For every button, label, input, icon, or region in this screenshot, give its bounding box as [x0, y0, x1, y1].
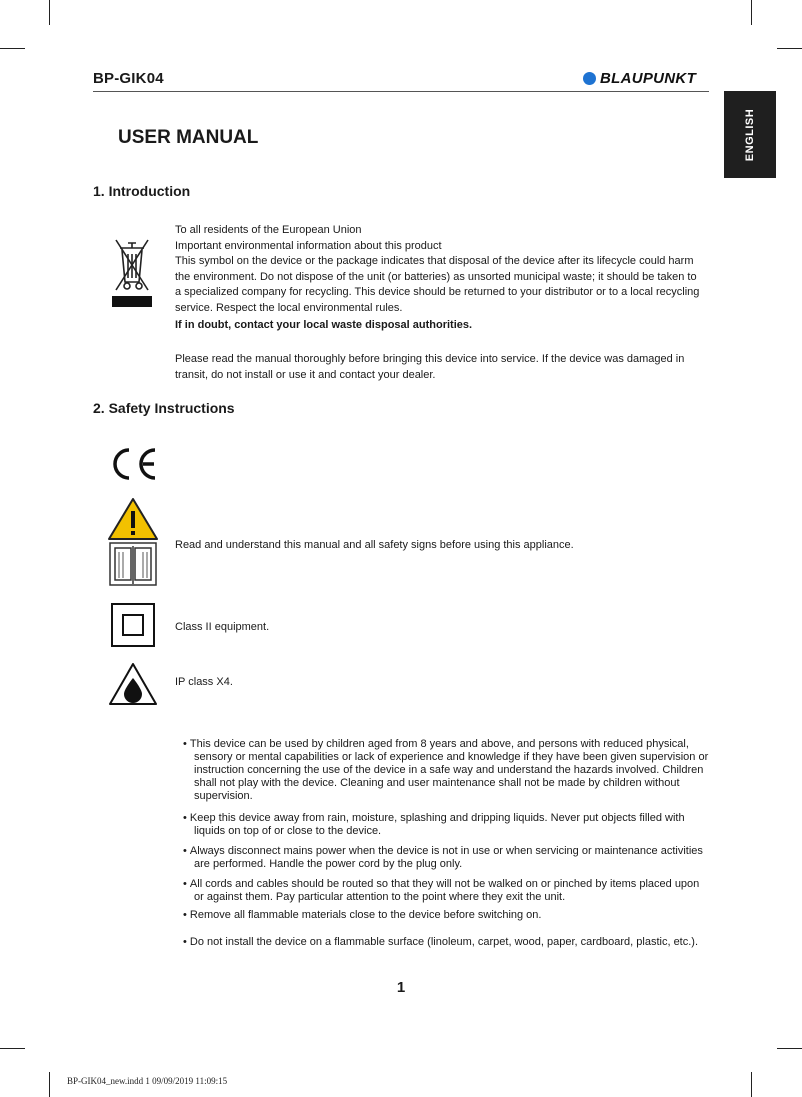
text-line: All cords and cables should be routed so that they will not be walked on or pinched by items placed upon: [189, 878, 700, 890]
text-line: shall not play with the device. Cleaning and user maintenance shall not be made by children without: [194, 777, 680, 789]
text-line: or against them. Pay particular attention to the point where they exit the unit.: [194, 891, 566, 903]
text-line: This device can be used by children aged from 8 years and above, and persons with reduced physical,: [189, 738, 689, 750]
safety-bullet: • Remove all flammable materials close to the device before switching on.: [183, 909, 542, 921]
brand-name: BLAUPUNKT: [600, 70, 697, 87]
text-line: are performed. Handle the power cord by the plug only.: [194, 858, 463, 870]
safety-symbol-text: Class II equipment.: [175, 621, 270, 633]
text-line: sensory or mental capabilities or lack of experience and knowledge if they have been given supervision or: [194, 751, 709, 763]
crop-mark: [0, 1048, 25, 1049]
crop-mark: [0, 48, 25, 49]
model-number: BP-GIK04: [93, 70, 164, 87]
text-line: Please read the manual thoroughly before bringing this device into service. If the device was damaged in: [175, 353, 685, 365]
ce-mark-icon: [108, 444, 160, 484]
safety-bullet: • Always disconnect mains power when the device is not in use or when servicing or maintenance activities are performed. Handle the power cord by the plug only.: [183, 845, 703, 870]
text-line: Do not install the device on a flammable surface (linoleum, carpet, wood, paper, cardboard, plastic, etc.).: [189, 936, 699, 948]
text-line: Important environmental information about this product: [175, 239, 442, 252]
header-divider: [93, 91, 709, 92]
warning-manual-icon: [107, 496, 159, 590]
bold-note: If in doubt, contact your local waste disposal authorities.: [175, 319, 473, 331]
crop-mark: [751, 0, 752, 25]
safety-symbol-text: Read and understand this manual and all safety signs before using this appliance.: [175, 539, 574, 551]
text-line: To all residents of the European Union: [175, 224, 362, 236]
language-tab: [724, 91, 776, 178]
safety-symbol-text: IP class X4.: [175, 676, 233, 688]
crop-mark: [751, 1072, 752, 1097]
section-heading-safety: 2. Safety Instructions: [93, 400, 235, 416]
safety-bullet: • All cords and cables should be routed so that they will not be walked on or pinched by items placed upon or against them. Pay particular attention to the point where they exit the unit.: [183, 878, 700, 903]
ip-drop-icon: [108, 661, 158, 707]
text-line: a specialized company for recycling. This device should be returned to your distributor or to a local recycling: [175, 286, 700, 298]
weee-bin-icon: [110, 234, 154, 310]
document-title: USER MANUAL: [118, 127, 259, 148]
text-line: supervision.: [194, 790, 253, 802]
class-ii-icon: [110, 602, 156, 648]
text-line: Remove all flammable materials close to the device before switching on.: [189, 909, 542, 921]
read-manual-note: [175, 352, 715, 383]
language-label: ENGLISH: [744, 108, 756, 161]
text-line: instruction concerning the use of the device in a safe way and understand the hazards involved. Children: [194, 764, 704, 776]
print-slug: BP-GIK04_new.indd 1 09/09/2019 11:09:15: [67, 1076, 228, 1086]
brand-dot-icon: [583, 72, 596, 85]
crop-mark: [777, 1048, 802, 1049]
crop-mark: [49, 1072, 50, 1097]
crop-mark: [49, 0, 50, 25]
text-line: Keep this device away from rain, moisture, splashing and dripping liquids. Never put objects filled with: [189, 812, 685, 824]
text-line: This symbol on the device or the package indicates that disposal of the device after its lifecycle could harm: [175, 255, 694, 267]
weee-notice: [175, 223, 715, 334]
text-line: Always disconnect mains power when the device is not in use or when servicing or maintenance activities: [189, 845, 703, 857]
crop-mark: [777, 48, 802, 49]
text-line: liquids on top of or close to the device.: [194, 825, 382, 837]
page-number: 1: [396, 979, 406, 996]
brand-logo: [583, 70, 696, 87]
section-heading-introduction: 1. Introduction: [93, 183, 191, 199]
safety-bullet: • This device can be used by children aged from 8 years and above, and persons with reduced physical, sensory or mental capabilities or lack of experience and knowledge if they have been given supervision or instruction concerning the use of the device in a safe way and understand the hazards involved. Children shall not play with the device. Cleaning and user maintenance shall not be made by children without supervision.: [183, 738, 709, 802]
safety-bullet: • Do not install the device on a flammable surface (linoleum, carpet, wood, paper, cardboard, plastic, etc.).: [183, 936, 699, 948]
text-line: the environment. Do not dispose of the unit (or batteries) as unsorted municipal waste; it should be taken to: [175, 270, 697, 283]
text-line: transit, do not install or use it and contact your dealer.: [175, 368, 436, 381]
safety-bullet: • Keep this device away from rain, moisture, splashing and dripping liquids. Never put objects filled with liquids on top of or close to the device.: [183, 812, 685, 837]
text-line: service. Respect the local environmental rules.: [175, 301, 403, 314]
